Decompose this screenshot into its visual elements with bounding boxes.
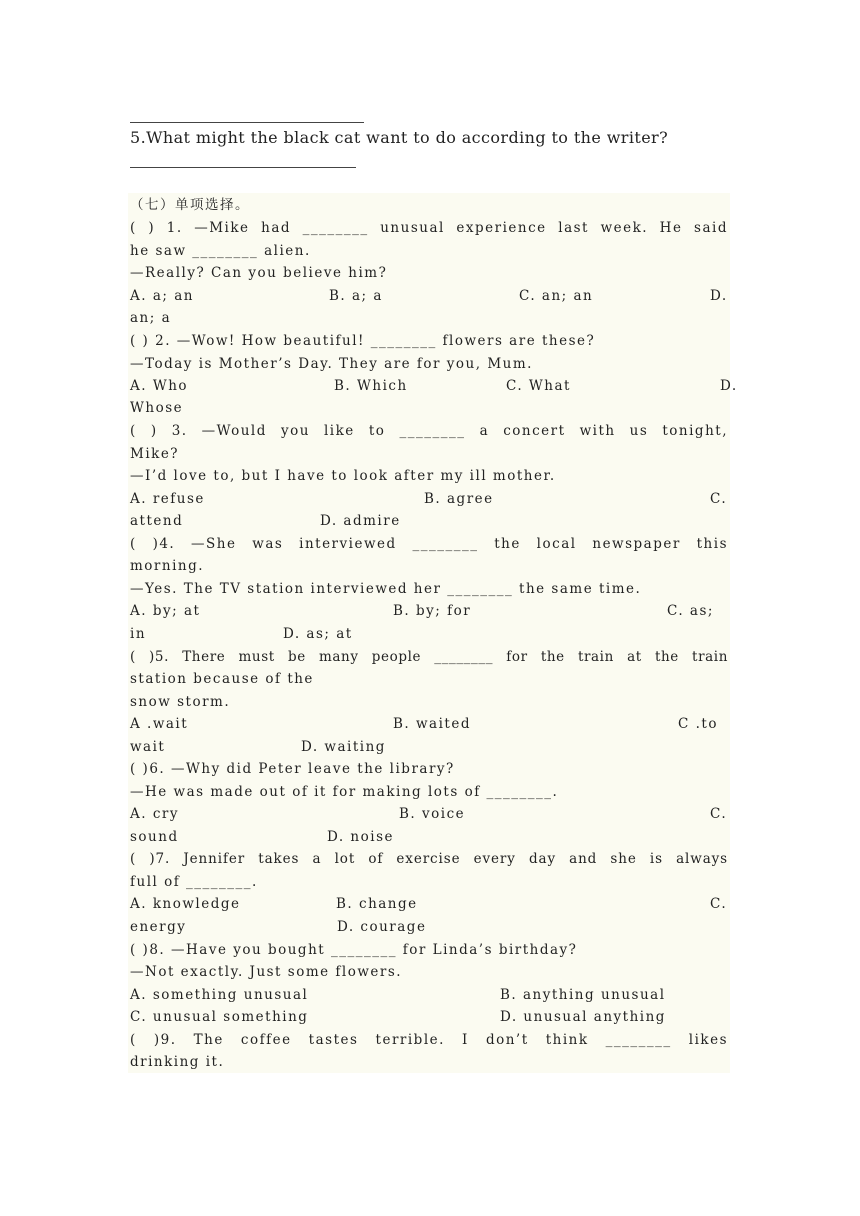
q8-option-d: D. unusual anything [500,1009,666,1025]
question-7-stem-cont: full of ________. [130,874,258,890]
question-5-stem-cont: station because of the [130,671,314,687]
q6-option-c-label: C. [710,806,728,822]
question-6-reply: —He was made out of it for making lots of ________. [130,784,559,800]
q4-option-d: D. as; at [283,626,353,642]
q5-option-c-label: C .to [678,716,718,732]
q3-option-d: D. admire [320,513,401,529]
q8-option-a: A. something unusual [130,987,309,1003]
q6-option-c: sound [130,829,179,845]
q7-option-b: B. change [336,896,418,912]
q8-option-c: C. unusual something [130,1009,309,1025]
q3-option-c: attend [130,513,184,529]
q2-option-b: B. Which [334,378,408,394]
question-1-stem-cont: he saw ________ alien. [130,243,311,259]
q1-option-a: A. a; an [130,288,194,304]
q5-option-b: B. waited [393,716,471,732]
q6-option-b: B. voice [399,806,466,822]
q1-option-d: an; a [130,310,172,326]
q3-option-c-label: C. [710,491,728,507]
question-6-stem: ( )6. —Why did Peter leave the library? [130,761,455,777]
q4-option-b: B. by; for [393,603,472,619]
question-2-reply: —Today is Mother’s Day. They are for you, Mum. [130,356,533,372]
question-9-stem-cont: drinking it. [130,1054,225,1070]
question-8-stem: ( )8. —Have you bought ________ for Linda’s birthday? [130,942,578,958]
q1-option-c: C. an; an [519,288,594,304]
q1-option-b: B. a; a [329,288,383,304]
q2-option-d: Whose [130,400,184,416]
q2-option-c: C. What [506,378,571,394]
q3-option-b: B. agree [424,491,494,507]
answer-blank-line [130,122,364,123]
q5-option-c: wait [130,739,166,755]
question-3-stem-cont: Mike? [130,446,180,462]
question-3-reply: —I’d love to, but I have to look after my ill mother. [130,468,556,484]
q4-option-c-label: C. as; [667,603,714,619]
q7-option-c-label: C. [710,896,728,912]
q1-option-d-label: D. [710,288,728,304]
question-8-reply: —Not exactly. Just some flowers. [130,964,403,980]
question-2-stem: ( ) 2. —Wow! How beautiful! ________ flowers are these? [130,333,596,349]
q2-option-d-label: D. [720,378,738,394]
q4-option-c: in [130,626,147,642]
answer-blank-line [130,167,356,168]
question-4-reply: —Yes. The TV station interviewed her ________ the same time. [130,581,642,597]
q7-option-c: energy [130,919,187,935]
q2-option-a: A. Who [130,378,189,394]
question-1-reply: —Really? Can you believe him? [130,265,388,281]
q8-option-b: B. anything unusual [500,987,666,1003]
q6-option-a: A. cry [130,806,179,822]
q7-option-a: A. knowledge [130,896,241,912]
reading-question-5: 5.What might the black cat want to do according to the writer? [130,128,669,147]
question-5-stem-cont2: snow storm. [130,694,231,710]
question-9-stem: ( )9. The coffee tastes terrible. I don’t think ________ likes [130,1032,728,1048]
question-1-stem: ( ) 1. —Mike had ________ unusual experience last week. He said [130,220,728,236]
q7-option-d: D. courage [337,919,427,935]
question-3-stem: ( ) 3. —Would you like to ________ a concert with us tonight, [130,423,728,439]
question-7-stem: ( )7. Jennifer takes a lot of exercise every day and she is always [130,851,728,867]
q6-option-d: D. noise [327,829,394,845]
section-title: （七）单项选择。 [130,197,250,213]
q5-option-d: D. waiting [301,739,386,755]
question-4-stem-cont: morning. [130,558,205,574]
q4-option-a: A. by; at [130,603,201,619]
q3-option-a: A. refuse [130,491,205,507]
q5-option-a: A .wait [130,716,189,732]
question-5-stem: ( )5. There must be many people ________ for the train at the train [130,649,728,665]
question-4-stem: ( )4. —She was interviewed ________ the local newspaper this [130,536,728,552]
